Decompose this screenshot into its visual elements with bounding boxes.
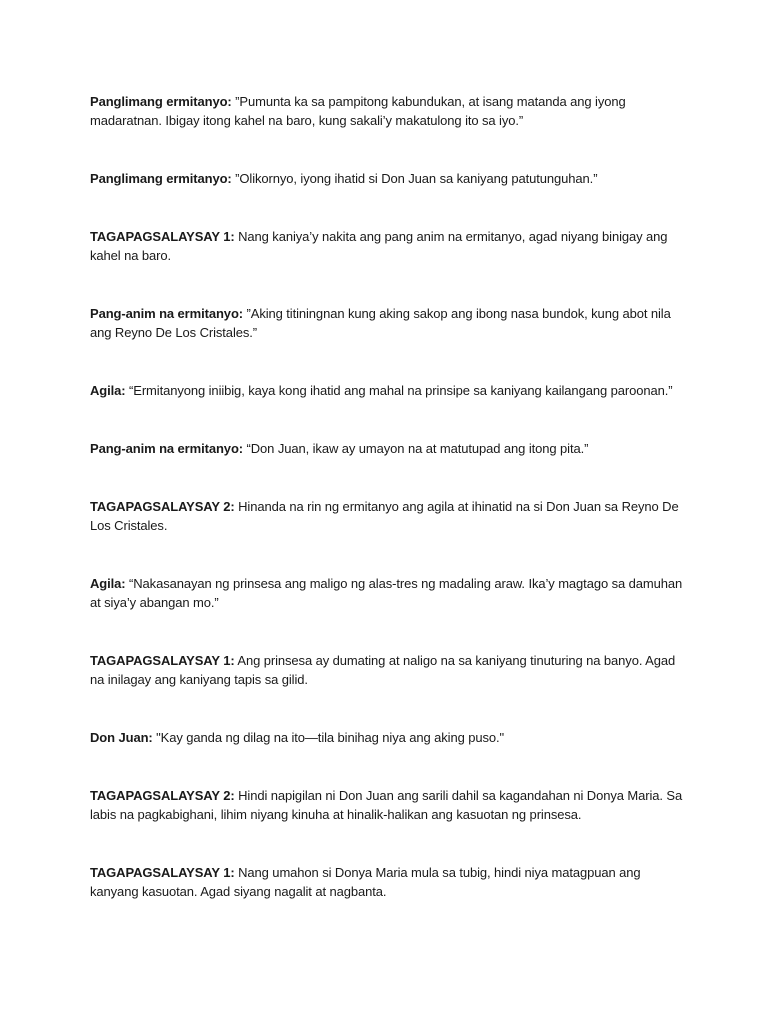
- dialogue-line: Hinanda na rin ng ermitanyo ang agila at ihinatid na si Don Juan sa Reyno De Los Cristales.: [90, 499, 679, 533]
- dialogue-entry: [90, 169, 690, 188]
- dialogue-entry: [90, 786, 690, 824]
- dialogue-line: “Don Juan, ikaw ay umayon na at matutupad ang itong pita.”: [243, 441, 589, 456]
- dialogue-line: ”Pumunta ka sa pampitong kabundukan, at isang matanda ang iyong madaratnan. Ibigay itong kahel na baro, kung sakali’y makatulong ito sa iyo.”: [90, 94, 626, 128]
- speaker-name: Pang-anim na ermitanyo:: [90, 306, 244, 321]
- dialogue-entry: [90, 304, 690, 342]
- speaker-name: Panglimang ermitanyo:: [90, 171, 232, 186]
- dialogue-entry: [90, 227, 690, 265]
- speaker-name: TAGAPAGSALAYSAY 1:: [90, 865, 235, 880]
- dialogue-line: Nang umahon si Donya Maria mula sa tubig, hindi niya matagpuan ang kanyang kasuotan. Agad siyang nagalit at nagbanta.: [90, 865, 641, 899]
- dialogue-line: ”Aking titiningnan kung aking sakop ang ibong nasa bundok, kung abot nila ang Reyno De Los Cristales.”: [90, 306, 671, 340]
- speaker-name: Don Juan:: [90, 730, 153, 745]
- dialogue-entry: [90, 651, 690, 689]
- dialogue-entry: [90, 92, 690, 130]
- speaker-name: Agila:: [90, 383, 126, 398]
- speaker-name: Panglimang ermitanyo:: [90, 94, 232, 109]
- dialogue-entry: [90, 574, 690, 612]
- dialogue-line: “Nakasanayan ng prinsesa ang maligo ng alas-tres ng madaling araw. Ika’y magtago sa damuhan at siya’y abangan mo.”: [90, 576, 683, 610]
- dialogue-entry: [90, 863, 690, 901]
- dialogue-entry: [90, 497, 690, 535]
- dialogue-line: Nang kaniya’y nakita ang pang anim na ermitanyo, agad niyang binigay ang kahel na baro.: [90, 229, 668, 263]
- dialogue-line: Hindi napigilan ni Don Juan ang sarili dahil sa kagandahan ni Donya Maria. Sa labis na pagkabighani, lihim niyang kinuha at hinalik-halikan ang kasuotan ng prinsesa.: [90, 788, 683, 822]
- speaker-name: TAGAPAGSALAYSAY 2:: [90, 788, 235, 803]
- speaker-name: Pang-anim na ermitanyo:: [90, 441, 244, 456]
- dialogue-entry: [90, 381, 690, 400]
- dialogue-line: Ang prinsesa ay dumating at naligo na sa kaniyang tinuturing na banyo. Agad na inilagay ang kaniyang tapis sa gilid.: [90, 653, 676, 687]
- speaker-name: TAGAPAGSALAYSAY 1:: [90, 229, 235, 244]
- speaker-name: Agila:: [90, 576, 126, 591]
- dialogue-line: “Ermitanyong iniibig, kaya kong ihatid ang mahal na prinsipe sa kaniyang kailangang paroonan.”: [125, 383, 673, 398]
- speaker-name: TAGAPAGSALAYSAY 2:: [90, 499, 235, 514]
- dialogue-line: "Kay ganda ng dilag na ito—tila binihag niya ang aking puso.": [152, 730, 505, 745]
- dialogue-line: ”Olikornyo, iyong ihatid si Don Juan sa kaniyang patutunguhan.”: [231, 171, 598, 186]
- dialogue-entry: [90, 439, 690, 458]
- speaker-name: TAGAPAGSALAYSAY 1:: [90, 653, 235, 668]
- dialogue-entry: [90, 728, 690, 747]
